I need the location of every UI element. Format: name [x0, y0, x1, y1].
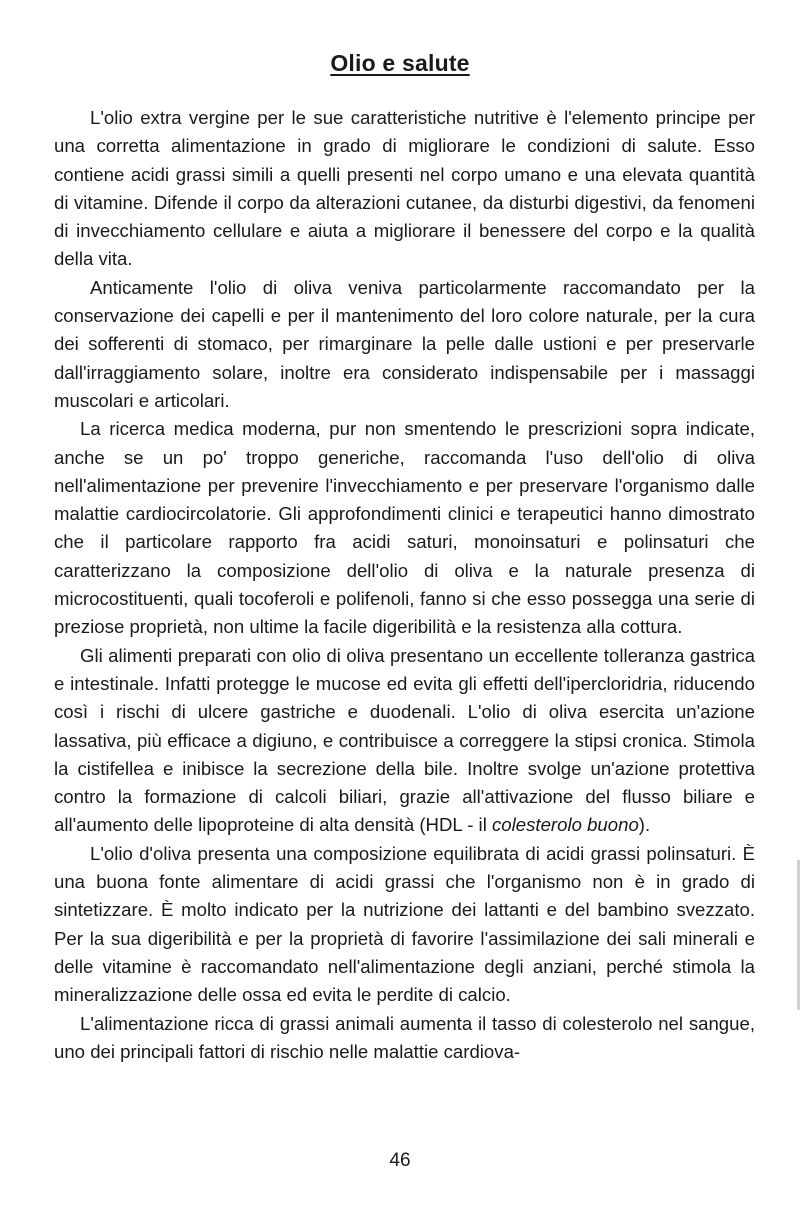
paragraph-4-italic: colesterolo buono	[492, 814, 639, 836]
paragraph-6: L'alimentazione ricca di grassi animali aumenta il tasso di colesterolo nel sangue, uno dei principali fattori di rischio nelle malattie cardiova-	[54, 1012, 755, 1062]
paragraph-5: L'olio d'oliva presenta una composizione equilibrata di acidi grassi polinsaturi. È una buona fonte alimentare di acidi grassi che l'organismo non è in grado di sintetizzare. È molto indicato per la nutrizione dei lattanti e del bambino svezzato. Per la sua digeribilità e per la proprietà di favorire l'assimilazione dei sali minerali e delle vitamine è raccomandato nell'alimentazione degli anziani, perché stimola la mineralizzazione delle ossa ed evita le perdite di calcio.	[54, 842, 755, 1006]
paragraph-4	[54, 642, 755, 840]
paragraph-3: La ricerca medica moderna, pur non smentendo le prescrizioni sopra indicate, anche se un po' troppo generiche, raccomanda l'uso dell'olio di oliva nell'alimentazione per prevenire l'invecchiamento e per preservare l'organismo dalle malattie cardiocircolatorie. Gli approfondimenti clinici e terapeutici hanno dimostrato che il particolare rapporto fra acidi saturi, monoinsaturi e polinsaturi che caratterizzano la composizione dell'olio di oliva e la naturale presenza di microcostituenti, quali tocoferoli e polifenoli, fanno si che esso possegga una serie di preziose proprietà, non ultime la facile digeribilità e la resistenza alla cottura.	[54, 418, 755, 638]
paragraph-4-end: ).	[638, 814, 651, 836]
page-title: Olio e salute	[330, 50, 470, 76]
page-number: 46	[389, 1150, 411, 1171]
paragraph-1: L'olio extra vergine per le sue caratteristiche nutritive è l'elemento principe per una corretta alimentazione in grado di migliorare le condizioni di salute. Esso contiene acidi grassi simili a quelli presenti nel corpo umano e una elevata quantità di vitamine. Difende il corpo da alterazioni cutanee, da disturbi digestivi, da fenomeni di invecchiamento cellulare e aiuta a migliorare il benessere del corpo e la qualità della vita.	[54, 107, 755, 270]
paragraph-2: Anticamente l'olio di oliva veniva particolarmente raccomandato per la conservazione dei capelli e per il mantenimento del loro colore naturale, per la cura dei sofferenti di stomaco, per rimarginare la pelle dalle ustioni e per preservarle dall'irraggiamento solare, inoltre era considerato indispensabile per i massaggi muscolari e articolari.	[54, 276, 755, 411]
paragraph-4-text: Gli alimenti preparati con olio di oliva presentano un eccellente tolleranza gastrica e intestinale. Infatti protegge le mucose ed evita gli effetti dell'ipercloridria, riducendo così i rischi di ulcere gastriche e duodenali. L'olio di oliva esercita un'azione lassativa, più efficace a digiuno, e contribuisce a correggere la stipsi cronica. Stimola la cistifellea e inibisce la secrezione della bile. Inoltre svolge un'azione protettiva contro la formazione di calcoli biliari, grazie all'attivazione del flusso biliare e all'aumento delle lipoproteine di alta densità (HDL - il	[54, 644, 755, 836]
body-text	[54, 104, 755, 1066]
